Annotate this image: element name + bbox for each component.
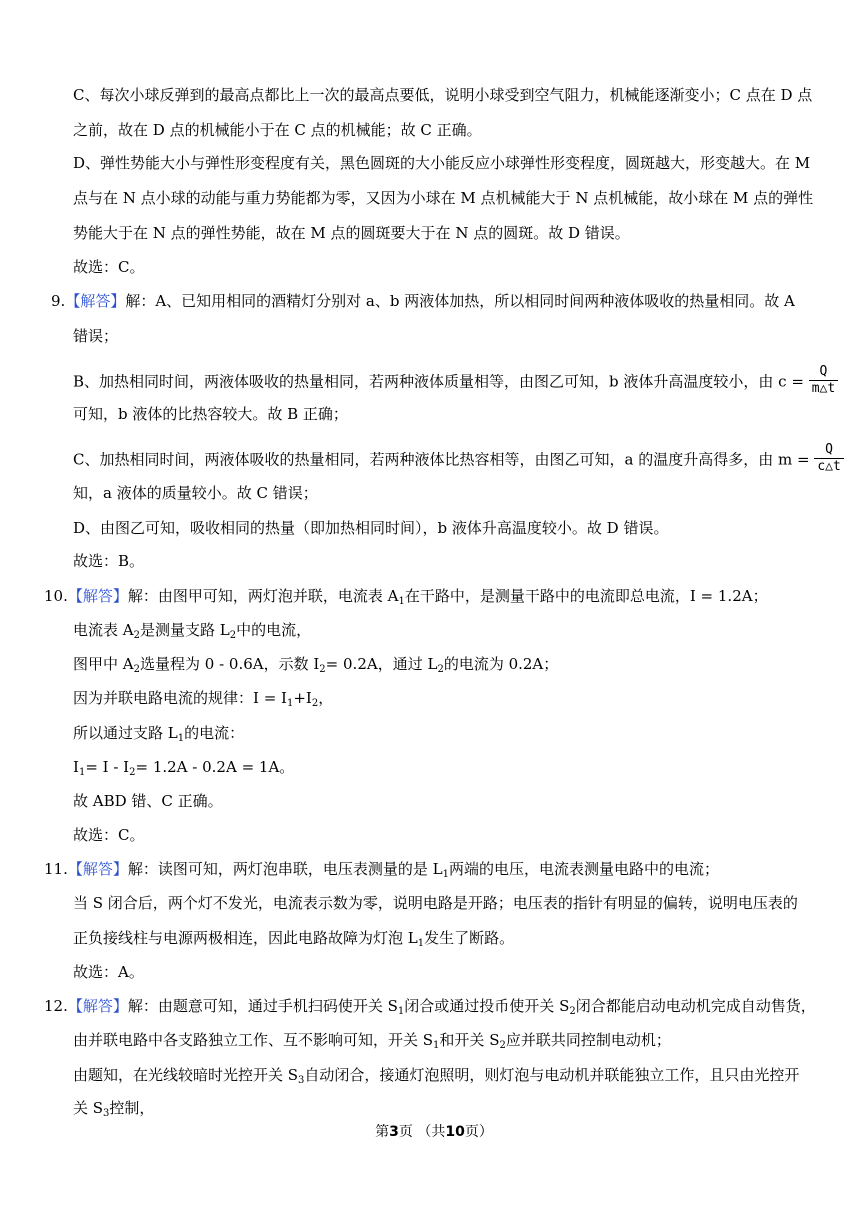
subscript: 1: [433, 1040, 440, 1051]
subscript: 2: [229, 630, 237, 641]
text-span: 的电流为 0.2A；: [443, 655, 559, 673]
text-span: 图甲中 A: [73, 655, 134, 673]
footer-text: 页）: [464, 1124, 493, 1140]
text-line: [73, 620, 311, 640]
text-span: 的电流：: [184, 724, 245, 742]
text-span: 发生了断路。: [424, 929, 515, 947]
subscript: 2: [311, 698, 319, 709]
text-span: = 0.2A，通过 L: [325, 655, 438, 673]
text-span: 应并联共同控制电动机；: [505, 1031, 671, 1049]
text-line: 故选：C。: [73, 258, 145, 276]
subscript: 1: [398, 596, 405, 607]
subscript: 2: [319, 664, 326, 675]
question-11-line: [44, 859, 719, 879]
answer-tag: 【解答】: [65, 292, 126, 310]
text-span: ，: [318, 689, 334, 707]
text-span: C、加热相同时间，两液体吸收的热量相同，若两种液体比热容相等，由图乙可知，a 的温度升高得多，由 m =: [73, 450, 810, 469]
subscript: 1: [286, 698, 294, 709]
question-9-line: [51, 291, 795, 311]
text-line: [73, 928, 514, 948]
text-line: 点与在 N 点小球的动能与重力势能都为零，又因为小球在 M 点机械能大于 N 点机械能，故小球在 M 点的弹性: [73, 189, 814, 207]
text-span: 电流表 A: [73, 621, 134, 639]
text-line: [73, 757, 294, 777]
text-line: [73, 366, 838, 399]
fraction-denominator: m△t: [809, 380, 838, 397]
text-line: [73, 1098, 154, 1118]
text-line: 故 ABD 错、C 正确。: [73, 792, 223, 810]
question-12-line: [44, 996, 816, 1016]
text-span: 解：A、已知用相同的酒精灯分别对 a、b 两液体加热，所以相同时间两种液体吸收的热量相同。故 A: [125, 292, 795, 310]
text-span: 两端的电压，电流表测量电路中的电流；: [448, 860, 719, 878]
text-span: 自动闭合，接通灯泡照明，则灯泡与电动机并联能独立工作，且只由光控开: [304, 1066, 800, 1084]
text-line: 势能大于在 N 点的弹性势能，故在 M 点的圆斑要大于在 N 点的圆斑。故 D 错误。: [73, 224, 630, 242]
text-line: 故选：B。: [73, 552, 145, 570]
text-span: 解：由图甲可知，两灯泡并联，电流表 A: [127, 587, 399, 605]
question-number: 10.: [44, 587, 68, 605]
question-10-line: [44, 586, 768, 606]
text-span: +I: [293, 689, 312, 707]
text-span: 闭合或通过投币使开关 S: [404, 997, 570, 1015]
subscript: 1: [442, 869, 449, 880]
text-line: D、弹性势能大小与弹性形变程度有关，黑色圆斑的大小能反应小球弹性形变程度，圆斑越大，形变越大。在 M: [73, 154, 811, 172]
subscript: 2: [499, 1040, 506, 1051]
text-line: [73, 688, 333, 708]
text-line: 知，a 液体的质量较小。故 C 错误；: [73, 484, 318, 502]
text-span: 选量程为 0 - 0.6A，示数 I: [139, 655, 320, 673]
page-number: 3: [389, 1124, 399, 1140]
answer-tag: 【解答】: [67, 997, 128, 1015]
footer-text: 页 （共: [398, 1124, 446, 1140]
question-number: 12.: [44, 997, 68, 1015]
subscript: 2: [437, 664, 444, 675]
text-span: 关 S: [73, 1099, 104, 1117]
text-line: [73, 1065, 799, 1085]
subscript: 1: [177, 733, 185, 744]
text-line: 错误；: [73, 327, 119, 345]
text-span: 闭合都能启动电动机完成自动售货，: [575, 997, 816, 1015]
text-span: B、加热相同时间，两液体吸收的热量相同，若两种液体质量相等，由图乙可知，b 液体升高温度较小，由 c =: [73, 372, 804, 391]
subscript: 2: [133, 630, 140, 641]
text-line: [73, 723, 244, 743]
question-number: 11.: [44, 860, 68, 878]
fraction-formula: [814, 442, 843, 475]
fraction-denominator: c△t: [814, 458, 843, 475]
answer-tag: 【解答】: [67, 860, 128, 878]
text-span: 是测量支路 L: [139, 621, 230, 639]
text-span: 因为并联电路电流的规律：I = I: [73, 689, 287, 707]
text-line: C、每次小球反弹到的最高点都比上一次的最高点要低，说明小球受到空气阻力，机械能逐渐变小；C 点在 D 点: [73, 86, 813, 104]
text-span: 中的电流，: [236, 621, 312, 639]
subscript: 1: [78, 767, 86, 778]
subscript: 2: [569, 1006, 576, 1017]
text-line: 故选：A。: [73, 963, 144, 981]
text-span: 所以通过支路 L: [73, 724, 178, 742]
text-span: = I - I: [85, 758, 130, 776]
subscript: 2: [129, 767, 136, 778]
question-number: 9.: [51, 292, 66, 310]
text-line: [73, 1030, 671, 1050]
page-footer: [0, 1123, 868, 1141]
subscript: 3: [298, 1075, 305, 1086]
text-span: 控制，: [109, 1099, 155, 1117]
footer-text: 第: [375, 1124, 390, 1140]
text-line: 可知，b 液体的比热容较大。故 B 正确；: [73, 405, 348, 423]
subscript: 3: [103, 1108, 110, 1119]
fraction-numerator: Q: [825, 442, 833, 457]
text-line: 当 S 闭合后，两个灯不发光，电流表示数为零，说明电路是开路；电压表的指针有明显的偏转，说明电压表的: [73, 894, 798, 912]
text-span: I: [73, 758, 79, 776]
text-span: 由题知，在光线较暗时光控开关 S: [73, 1066, 299, 1084]
text-span: 解：读图可知，两灯泡串联，电压表测量的是 L: [127, 860, 443, 878]
subscript: 1: [417, 938, 425, 949]
text-span: 和开关 S: [439, 1031, 500, 1049]
text-span: = 1.2A - 0.2A = 1A。: [135, 758, 295, 776]
text-line: D、由图乙可知，吸收相同的热量（即加热相同时间），b 液体升高温度较小。故 D 错误。: [73, 519, 669, 537]
subscript: 2: [133, 664, 140, 675]
text-span: 解：由题意可知，通过手机扫码使开关 S: [127, 997, 398, 1015]
fraction-numerator: Q: [819, 364, 828, 379]
total-pages: 10: [445, 1124, 465, 1140]
text-span: 正负接线柱与电源两极相连，因此电路故障为灯泡 L: [73, 929, 418, 947]
text-line: [73, 444, 844, 477]
answer-tag: 【解答】: [67, 587, 128, 605]
text-line: 故选：C。: [73, 826, 145, 844]
text-line: 之前，故在 D 点的机械能小于在 C 点的机械能；故 C 正确。: [73, 121, 482, 139]
subscript: 1: [397, 1006, 405, 1017]
text-line: [73, 654, 558, 674]
text-span: 在干路中，是测量干路中的电流即总电流，I = 1.2A；: [404, 587, 768, 605]
fraction-formula: [809, 364, 838, 397]
text-span: 由并联电路中各支路独立工作、互不影响可知，开关 S: [73, 1031, 434, 1049]
